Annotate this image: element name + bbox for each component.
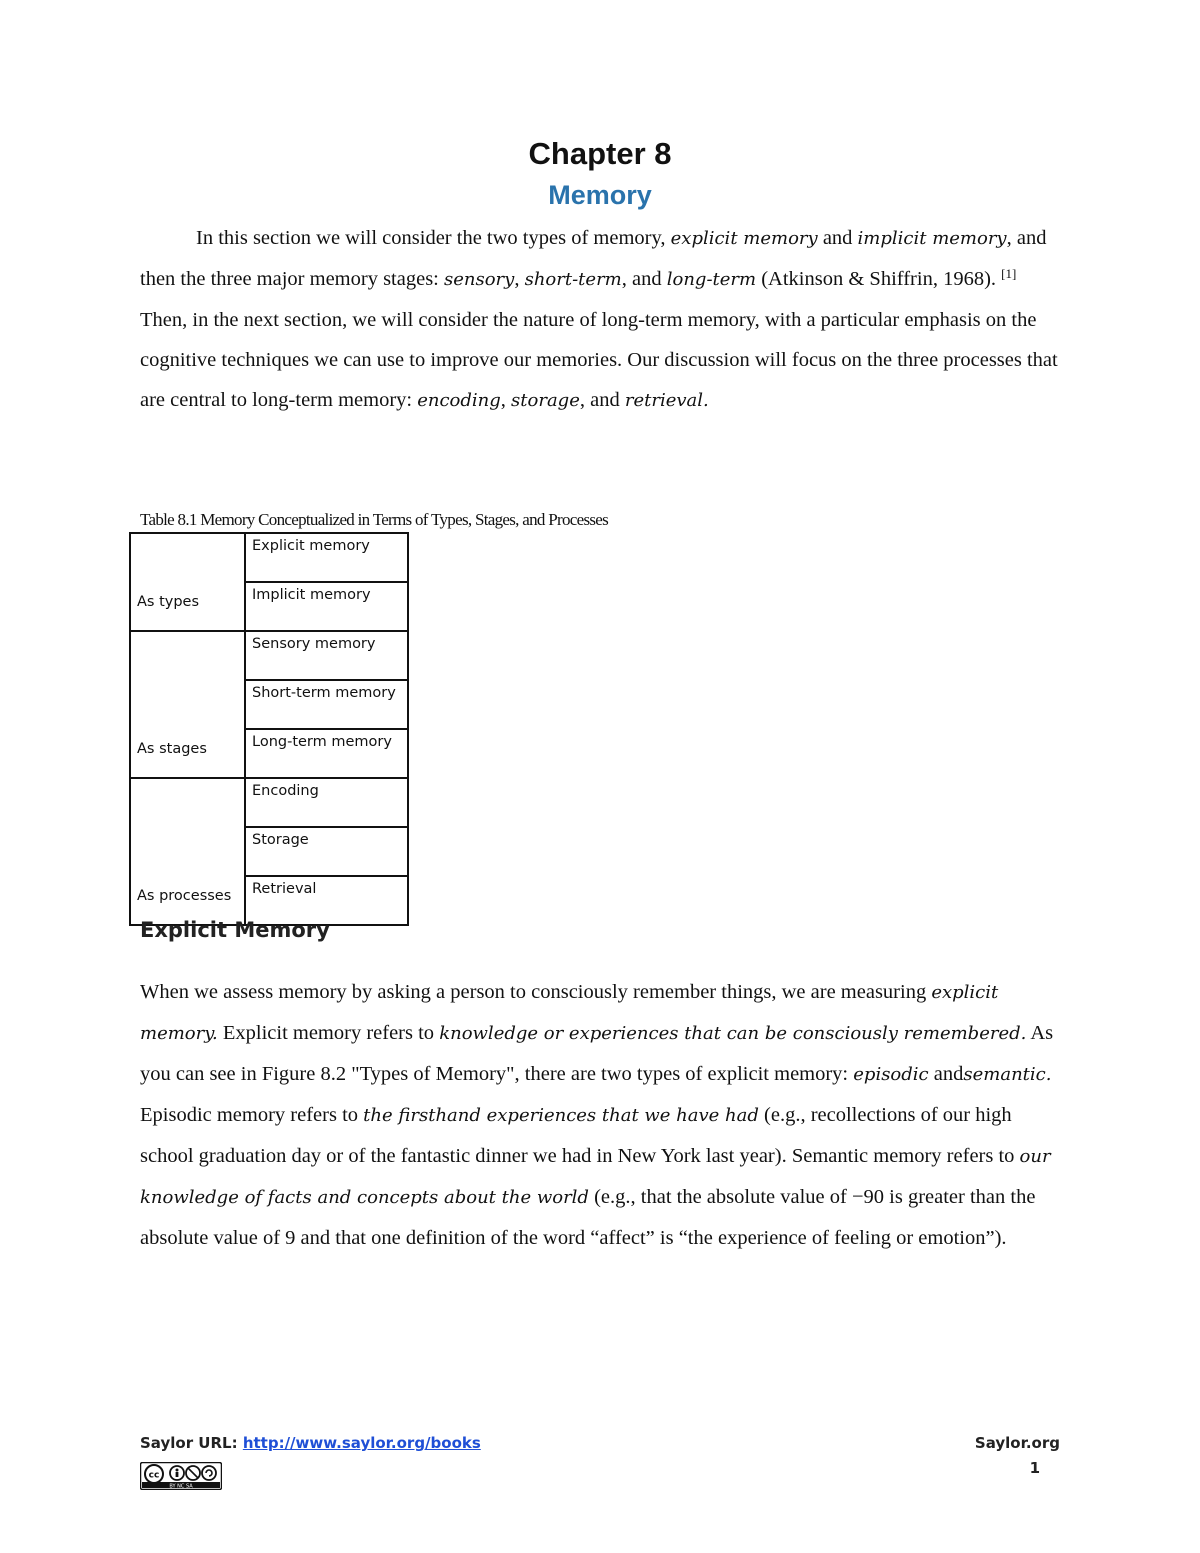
table-group-label: As types	[130, 533, 245, 631]
section-heading: Explicit Memory	[140, 918, 330, 942]
table-cell: Storage	[245, 827, 408, 876]
table-cell: Long-term memory	[245, 729, 408, 778]
footer-url: Saylor URL: http://www.saylor.org/books	[140, 1434, 481, 1452]
svg-text:cc: cc	[148, 1470, 160, 1481]
table-row	[130, 533, 408, 582]
table-cell: Retrieval	[245, 876, 408, 925]
chapter-title: Chapter 8	[528, 136, 672, 171]
memory-table	[129, 532, 409, 926]
page-number: 1	[1029, 1459, 1040, 1477]
creative-commons-license-icon	[140, 1462, 222, 1490]
table-cell: Implicit memory	[245, 582, 408, 631]
svg-text:BY NC SA: BY NC SA	[169, 1483, 193, 1490]
table-cell: Explicit memory	[245, 533, 408, 582]
table-cell: Sensory memory	[245, 631, 408, 680]
footnote-link[interactable]: [1]	[1001, 266, 1017, 281]
table-caption: Table 8.1 Memory Conceptualized in Terms of Types, Stages, and Processes	[140, 510, 609, 529]
table-cell: Encoding	[245, 778, 408, 827]
saylor-books-link[interactable]: http://www.saylor.org/books	[242, 1434, 481, 1452]
explicit-memory-paragraph: When we assess memory by asking a person to consciously remember things, we are measuring explicit memory. Explicit memory refers to knowledge or experiences that can be consciously remembered. As you can see in Figure 8.2 "Types of Memory", there are two types of explicit memory: episodic andsemantic. Episodic memory refers to the firsthand experiences that we have had (e.g., recollections of our high school graduation day or of the fantastic dinner we had in New York last year). Semantic memory refers to our knowledge of facts and concepts about the world (e.g., that the absolute value of −90 is greater than the absolute value of 9 and that one definition of the word “affect” is “the experience of feeling or emotion”).	[140, 981, 1054, 1249]
intro-paragraph: In this section we will consider the two types of memory, explicit memory and implicit memory, and then the three major memory stages: sensory, short-term, and long-term (Atkinson & Shiffrin, 1968). [1] Then, in the next section, we will consider the nature of long-term memory, with a particular emphasis on the cognitive techniques we can use to improve our memories. Our discussion will focus on the three processes that are central to long-term memory: encoding, storage, and retrieval.	[140, 227, 1058, 411]
chapter-subtitle: Memory	[548, 180, 652, 210]
table-row	[130, 778, 408, 827]
table-cell: Short-term memory	[245, 680, 408, 729]
footer-site: Saylor.org	[974, 1434, 1060, 1452]
table-row	[130, 631, 408, 680]
table-group-label: As stages	[130, 631, 245, 778]
table-group-label: As processes	[130, 778, 245, 925]
